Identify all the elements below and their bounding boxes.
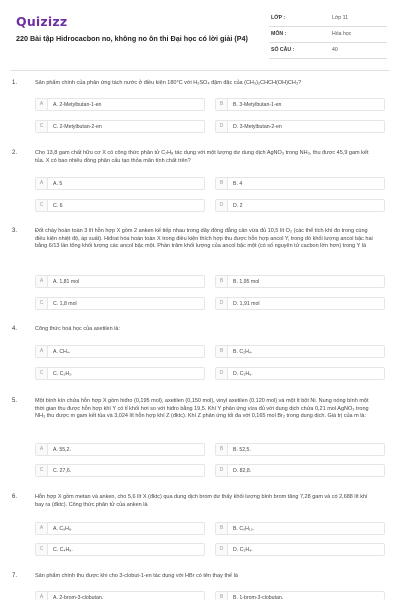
option-d[interactable] xyxy=(215,199,385,212)
header-divider xyxy=(10,70,390,71)
option-letter: C xyxy=(36,121,48,132)
meta-label: LỚP : xyxy=(271,15,286,21)
option-b[interactable] xyxy=(215,177,385,190)
worksheet-meta xyxy=(269,11,387,59)
option-a[interactable] xyxy=(35,98,205,111)
option-letter: B xyxy=(216,346,228,357)
quizizz-logo: Quizizz xyxy=(16,14,68,29)
question-number: 7. xyxy=(12,573,18,579)
question-number: 6. xyxy=(12,494,18,500)
option-text: B. 4 xyxy=(233,181,243,187)
option-letter: B xyxy=(216,178,228,189)
option-letter: B xyxy=(216,592,228,600)
option-text: A. 2-brom-3-clobutan. xyxy=(53,595,104,600)
option-letter: A xyxy=(36,178,48,189)
option-text: A. 1,81 mol xyxy=(53,279,80,285)
option-text: D. 82,8. xyxy=(233,468,252,474)
option-b[interactable] xyxy=(215,275,385,288)
option-d[interactable] xyxy=(215,464,385,477)
option-letter: C xyxy=(36,368,48,379)
option-c[interactable] xyxy=(35,543,205,556)
meta-value: Lớp 11 xyxy=(332,15,348,21)
option-text: A. CH₄. xyxy=(53,349,71,355)
option-c[interactable] xyxy=(35,199,205,212)
option-text: D. C₂H₆. xyxy=(233,371,253,377)
option-letter: D xyxy=(216,298,228,309)
question-number: 3. xyxy=(12,228,18,234)
option-text: A. 2-Metylbutan-1-en xyxy=(53,102,102,108)
option-letter: A xyxy=(36,523,48,534)
option-d[interactable] xyxy=(215,120,385,133)
option-letter: C xyxy=(36,200,48,211)
option-text: D. 1,91 mol xyxy=(233,301,260,307)
option-text: B. 52,5. xyxy=(233,447,251,453)
option-a[interactable] xyxy=(35,522,205,535)
option-text: B. 3-Metylbutan-1-en xyxy=(233,102,282,108)
meta-row-question-count xyxy=(269,43,387,59)
option-text: C. 27,6. xyxy=(53,468,72,474)
option-a[interactable] xyxy=(35,177,205,190)
option-b[interactable] xyxy=(215,522,385,535)
option-letter: A xyxy=(36,346,48,357)
option-text: A. 55,2. xyxy=(53,447,71,453)
option-b[interactable] xyxy=(215,591,385,600)
question-number: 2. xyxy=(12,150,18,156)
option-text: D. 2 xyxy=(233,203,243,209)
meta-value: 40 xyxy=(332,47,338,53)
question-text: Sản phẩm chính thu được khi cho 3-clobut-1-en tác dụng với HBr có tên thay thế là xyxy=(35,573,238,579)
option-letter: A xyxy=(36,444,48,455)
option-letter: B xyxy=(216,99,228,110)
option-letter: B xyxy=(216,276,228,287)
question-text: Sản phẩm chính của phản ứng tách nước ở điều kiện 180°C với H₂SO₄ đậm đặc của (CH₃)₂CHCH(OH)CH₃? xyxy=(35,80,302,86)
option-letter: D xyxy=(216,544,228,555)
option-text: C. C₄H₈. xyxy=(53,547,73,553)
option-b[interactable] xyxy=(215,345,385,358)
meta-row-grade xyxy=(269,11,387,27)
question-number: 4. xyxy=(12,326,18,332)
option-c[interactable] xyxy=(35,464,205,477)
option-text: A. C₅H₈. xyxy=(53,526,73,532)
option-a[interactable] xyxy=(35,443,205,456)
option-d[interactable] xyxy=(215,297,385,310)
option-letter: C xyxy=(36,465,48,476)
option-a[interactable] xyxy=(35,591,205,600)
option-text: B. 1-brom-3-clobutan. xyxy=(233,595,284,600)
question-text: Công thức hoá học của axetilen là: xyxy=(35,326,121,332)
option-a[interactable] xyxy=(35,345,205,358)
option-text: D. C₂H₄. xyxy=(233,547,253,553)
worksheet-title: 220 Bài tập Hidrocacbon no, không no ôn thi Đại học có lời giải (P4) xyxy=(16,34,248,43)
option-letter: D xyxy=(216,121,228,132)
question-text: Một bình kín chứa hỗn hợp X gồm hiđro (0,195 mol), axetilen (0,150 mol), vinyl axetilen (0,120 mol) và một ít bột Ni. Nung nóng bình một thời gian thu được hỗn hợp khí Y có tỉ khối hơi so với hiđro bằng 19,5. Khí Y phản ứng vừa đủ với dung dịch chứa 0,21 mol AgNO₃ trong NH₃ thu được m gam kết tủa và 3,024 lít hỗn hợp khí Z (đktc). Khí Z phản ứng tối đa với 0,165 mol Br₂ trong dung dịch. Giá trị của m là: xyxy=(35,398,369,420)
option-c[interactable] xyxy=(35,297,205,310)
option-text: C. C₂H₂. xyxy=(53,371,73,377)
option-text: C. 6 xyxy=(53,203,63,209)
meta-value: Hóa học xyxy=(332,31,352,37)
option-letter: A xyxy=(36,276,48,287)
meta-label: MÔN : xyxy=(271,31,287,37)
meta-label: SỐ CÂU : xyxy=(271,47,295,53)
meta-row-subject xyxy=(269,27,387,43)
option-letter: A xyxy=(36,99,48,110)
option-letter: B xyxy=(216,523,228,534)
question-text: Hỗn hợp X gồm metan và anken, cho 5,6 lít X (đktc) qua dung dịch brom dư thấy khối lượng bình brom tăng 7,28 gam và có 2,688 lít khí bay ra (đktc). Công thức phân tử của anken là xyxy=(35,494,368,508)
option-letter: B xyxy=(216,444,228,455)
question-number: 1. xyxy=(12,80,18,86)
worksheet-header xyxy=(0,0,400,62)
option-letter: D xyxy=(216,200,228,211)
option-text: A. 5 xyxy=(53,181,63,187)
option-text: D. 3-Metylbutan-2-en xyxy=(233,124,282,130)
option-text: B. 1,95 mol xyxy=(233,279,260,285)
option-letter: D xyxy=(216,368,228,379)
question-text: Đốt cháy hoàn toàn 3 lít hỗn hợp X gồm 2 anken kế tiếp nhau trong dãy đồng đẳng cần vừa đủ 10,5 lít O₂ (các thể tích khí đo trong cùng điều kiện nhiệt độ, áp suất). Hiđrat hóa hoàn toàn X trong điều kiện thích hợp thu được hỗn hợp ancol Y, trong đó khối lượng ancol bậc hai bằng 6/13 lần tổng khối lượng các ancol bậc một. Phần trăm khối lượng của ancol bậc một (có số nguyên tử cacbon lớn hơn) trong Y là xyxy=(35,228,373,250)
option-text: B. C₂H₄. xyxy=(233,349,253,355)
option-b[interactable] xyxy=(215,98,385,111)
option-text: C. 1,8 mol xyxy=(53,301,77,307)
option-letter: A xyxy=(36,592,48,600)
option-d[interactable] xyxy=(215,543,385,556)
option-text: C. 2-Metylbutan-2-en xyxy=(53,124,102,130)
option-text: B. C₅H₁₀. xyxy=(233,526,255,532)
option-c[interactable] xyxy=(35,367,205,380)
option-letter: D xyxy=(216,465,228,476)
option-a[interactable] xyxy=(35,275,205,288)
option-letter: C xyxy=(36,544,48,555)
question-number: 5. xyxy=(12,398,18,404)
option-letter: C xyxy=(36,298,48,309)
option-c[interactable] xyxy=(35,120,205,133)
option-b[interactable] xyxy=(215,443,385,456)
question-text: Cho 13,8 gam chất hữu cơ X có công thức phân tử C₇H₈ tác dụng với một lượng dư dung dịch AgNO₃ trong NH₃, thu được 45,9 gam kết tủa. X có bao nhiêu đồng phân cấu tạo thỏa mãn tính chất trên? xyxy=(35,150,369,164)
option-d[interactable] xyxy=(215,367,385,380)
